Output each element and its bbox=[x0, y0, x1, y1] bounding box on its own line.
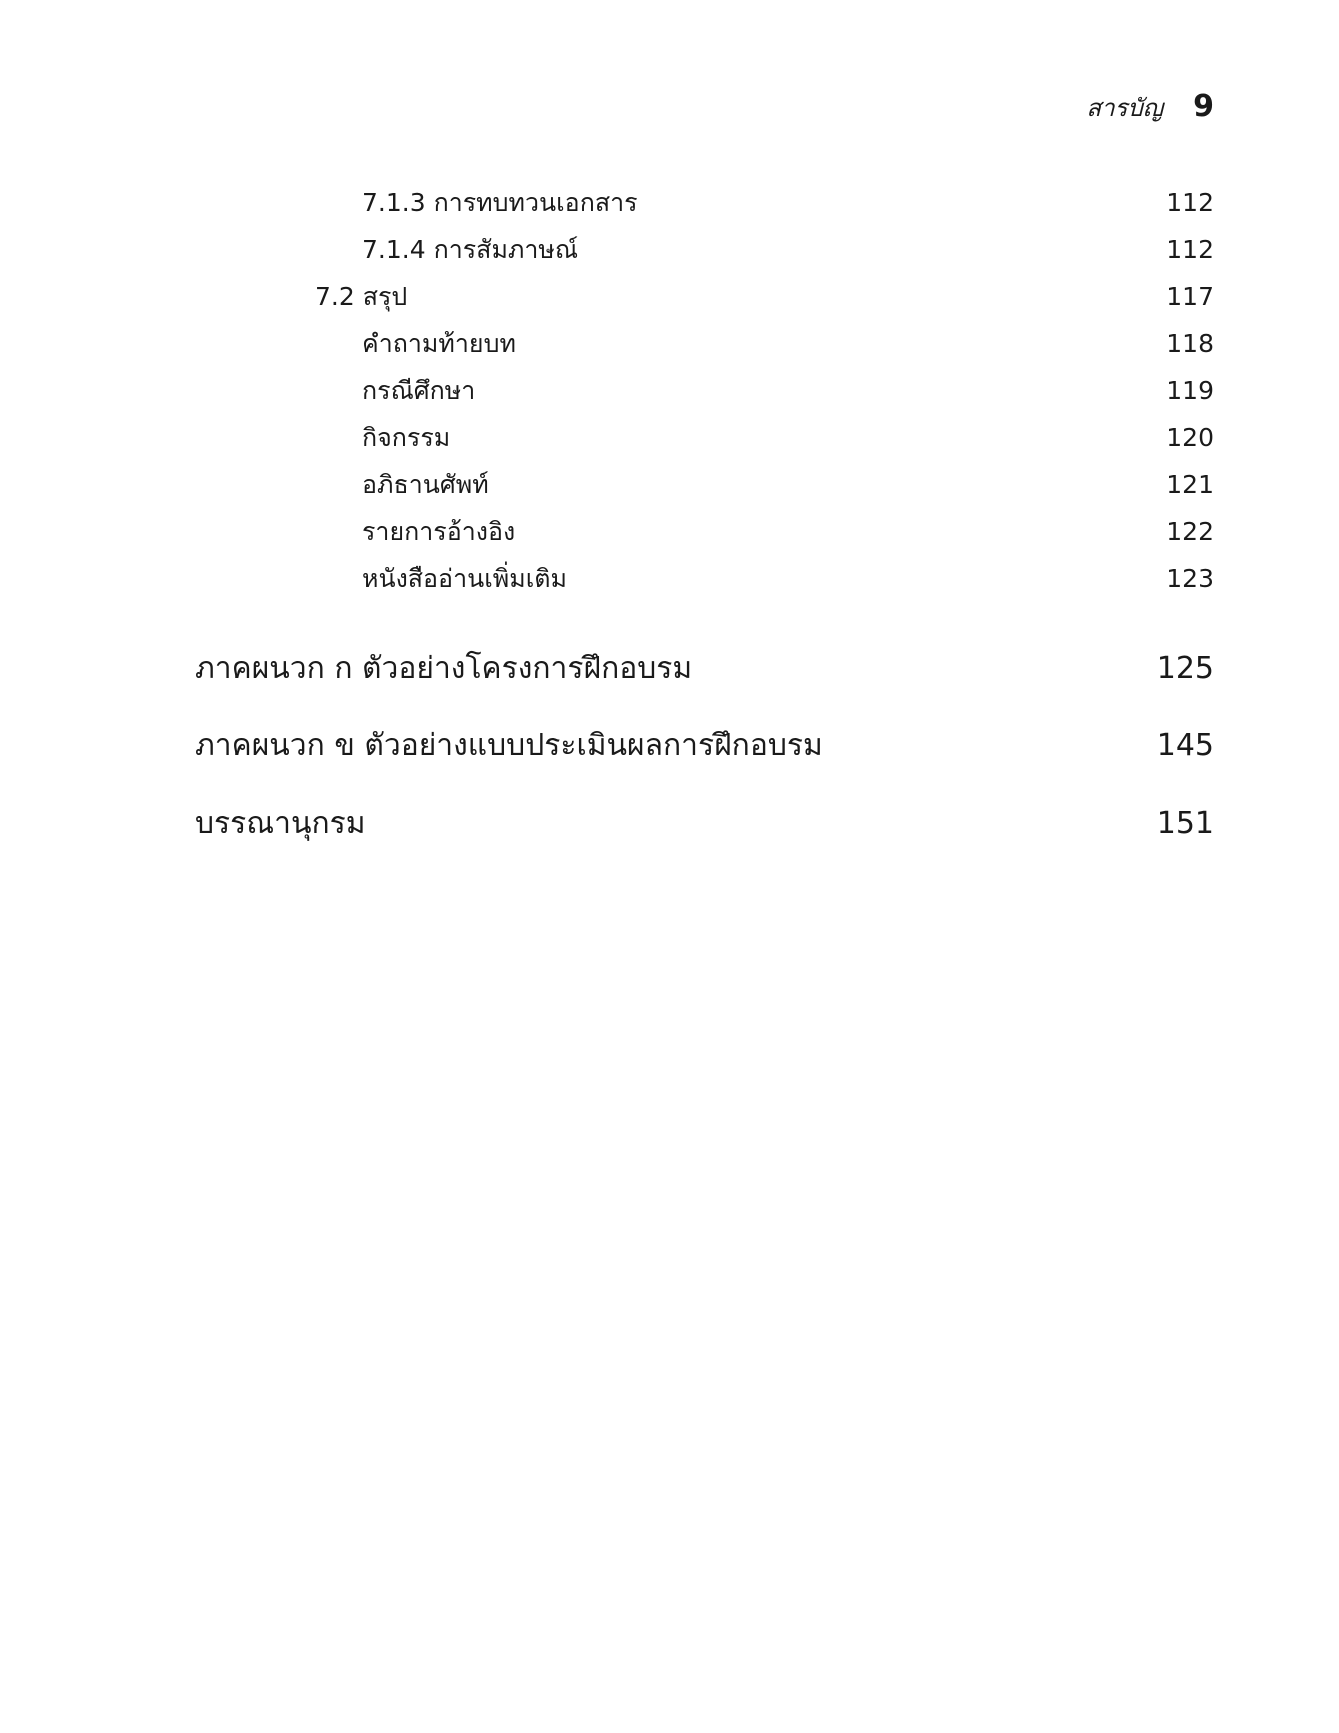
toc-entry-title: 7.2 สรุป bbox=[315, 282, 408, 311]
toc-entry-page: 117 bbox=[1166, 282, 1214, 311]
toc-entry-title: รายการอ้างอิง bbox=[362, 517, 516, 546]
toc-entry-title: อภิธานศัพท์ bbox=[362, 470, 489, 499]
toc-entry-main[interactable] bbox=[0, 645, 1214, 692]
toc-entry-title: กิจกรรม bbox=[362, 423, 451, 452]
toc-entry-page: 121 bbox=[1166, 470, 1214, 499]
toc-entry[interactable] bbox=[0, 559, 1214, 599]
header-page-number: 9 bbox=[1193, 89, 1214, 124]
toc-entry-title: บรรณานุกรม bbox=[195, 806, 366, 841]
toc-entry-title: คำถามท้ายบท bbox=[362, 329, 516, 358]
toc-entry-title: 7.1.3 การทบทวนเอกสาร bbox=[362, 188, 638, 217]
toc-entry[interactable] bbox=[0, 465, 1214, 505]
toc-entry-title: หนังสืออ่านเพิ่มเติม bbox=[362, 564, 567, 593]
toc-entry[interactable] bbox=[0, 230, 1214, 270]
toc-entry-page: 112 bbox=[1166, 188, 1214, 217]
toc-entry-page: 123 bbox=[1166, 564, 1214, 593]
toc-entry[interactable] bbox=[0, 277, 1214, 317]
header-label: สารบัญ bbox=[1086, 94, 1164, 122]
toc-entry-page: 120 bbox=[1166, 423, 1214, 452]
toc-entry-title: กรณีศึกษา bbox=[362, 376, 476, 405]
toc-entry[interactable] bbox=[0, 324, 1214, 364]
toc-entry-page: 151 bbox=[1156, 806, 1214, 841]
toc-entry-title: ภาคผนวก ก ตัวอย่างโครงการฝึกอบรม bbox=[195, 651, 693, 686]
toc-entry-page: 125 bbox=[1156, 651, 1214, 686]
toc-entry-page: 118 bbox=[1166, 329, 1214, 358]
toc-entry[interactable] bbox=[0, 418, 1214, 458]
toc-entry[interactable] bbox=[0, 512, 1214, 552]
toc-entry-title: 7.1.4 การสัมภาษณ์ bbox=[362, 235, 579, 264]
toc-entry-page: 112 bbox=[1166, 235, 1214, 264]
toc-entry-title: ภาคผนวก ข ตัวอย่างแบบประเมินผลการฝึกอบรม bbox=[195, 728, 823, 763]
toc-entry-main[interactable] bbox=[0, 722, 1214, 769]
toc-entry-main[interactable] bbox=[0, 800, 1214, 847]
toc-entry-page: 145 bbox=[1156, 728, 1214, 763]
toc-entry-page: 119 bbox=[1166, 376, 1214, 405]
toc-entry-page: 122 bbox=[1166, 517, 1214, 546]
page-header bbox=[1086, 88, 1214, 127]
toc-entry[interactable] bbox=[0, 183, 1214, 223]
toc-entry[interactable] bbox=[0, 371, 1214, 411]
